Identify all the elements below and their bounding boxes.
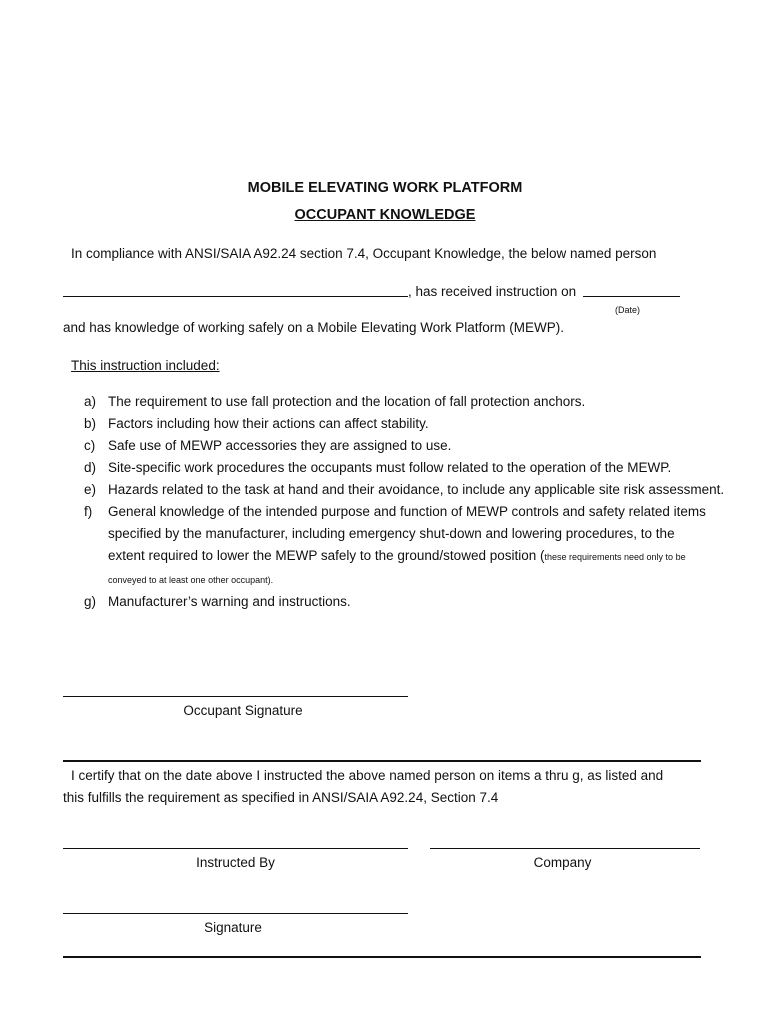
list-item-text: Hazards related to the task at hand and their avoidance, to include any applicable site risk assessment. <box>108 482 725 497</box>
list-marker: b) <box>84 416 97 431</box>
list-item <box>80 457 730 479</box>
list-item <box>80 501 730 591</box>
instruction-list <box>80 391 730 613</box>
list-marker: c) <box>84 438 96 453</box>
list-item-text: Site-specific work procedures the occupants must follow related to the operation of the MEWP. <box>108 460 672 475</box>
date-line[interactable] <box>583 296 680 297</box>
intro-text: In compliance with ANSI/SAIA A92.24 section 7.4, Occupant Knowledge, the below named person <box>71 246 657 261</box>
document-subtitle: OCCUPANT KNOWLEDGE <box>294 207 476 223</box>
company-line[interactable] <box>430 848 700 849</box>
list-item <box>80 591 730 613</box>
list-item <box>80 391 730 413</box>
list-item-text: Factors including how their actions can affect stability. <box>108 416 429 431</box>
person-name-line[interactable] <box>63 296 408 297</box>
received-instruction-text: , has received instruction on <box>408 284 577 299</box>
list-marker: e) <box>84 482 97 497</box>
signature-label: Signature <box>204 920 262 935</box>
list-marker: a) <box>84 394 97 409</box>
list-item-main-text: General knowledge of the intended purpose and function of MEWP controls and safety related items specified by the manufacturer, including emergency shut-down and lowering procedures, to the extent required to lower the MEWP safely to the ground/stowed position ( <box>108 504 706 563</box>
date-label: (Date) <box>615 305 641 315</box>
list-item-text <box>108 501 708 591</box>
list-item-text: Safe use of MEWP accessories they are assigned to use. <box>108 438 452 453</box>
company-label: Company <box>533 855 592 870</box>
bottom-divider <box>63 956 701 958</box>
list-marker: g) <box>84 594 97 609</box>
document-title: MOBILE ELEVATING WORK PLATFORM <box>247 180 523 196</box>
list-item-text: The requirement to use fall protection and the location of fall protection anchors. <box>108 394 586 409</box>
list-marker: d) <box>84 460 97 475</box>
section-divider <box>63 760 701 762</box>
list-item-note: these requirements need only to be conveyed to at least one other occupant). <box>108 552 686 585</box>
certify-text-line-1: I certify that on the date above I instructed the above named person on items a thru g, as listed and <box>71 768 664 783</box>
instructor-signature-line[interactable] <box>63 913 408 914</box>
instructed-by-line[interactable] <box>63 848 408 849</box>
list-item <box>80 413 730 435</box>
list-item-text: Manufacturer’s warning and instructions. <box>108 594 351 609</box>
knowledge-text: and has knowledge of working safely on a Mobile Elevating Work Platform (MEWP). <box>63 320 564 335</box>
instruction-heading: This instruction included: <box>71 358 220 373</box>
list-item <box>80 479 730 501</box>
list-item <box>80 435 730 457</box>
instructed-by-label: Instructed By <box>196 855 275 870</box>
occupant-signature-label: Occupant Signature <box>183 703 303 718</box>
occupant-signature-line[interactable] <box>63 696 408 697</box>
certify-text-line-2: this fulfills the requirement as specified in ANSI/SAIA A92.24, Section 7.4 <box>63 790 499 805</box>
list-marker: f) <box>84 504 93 519</box>
